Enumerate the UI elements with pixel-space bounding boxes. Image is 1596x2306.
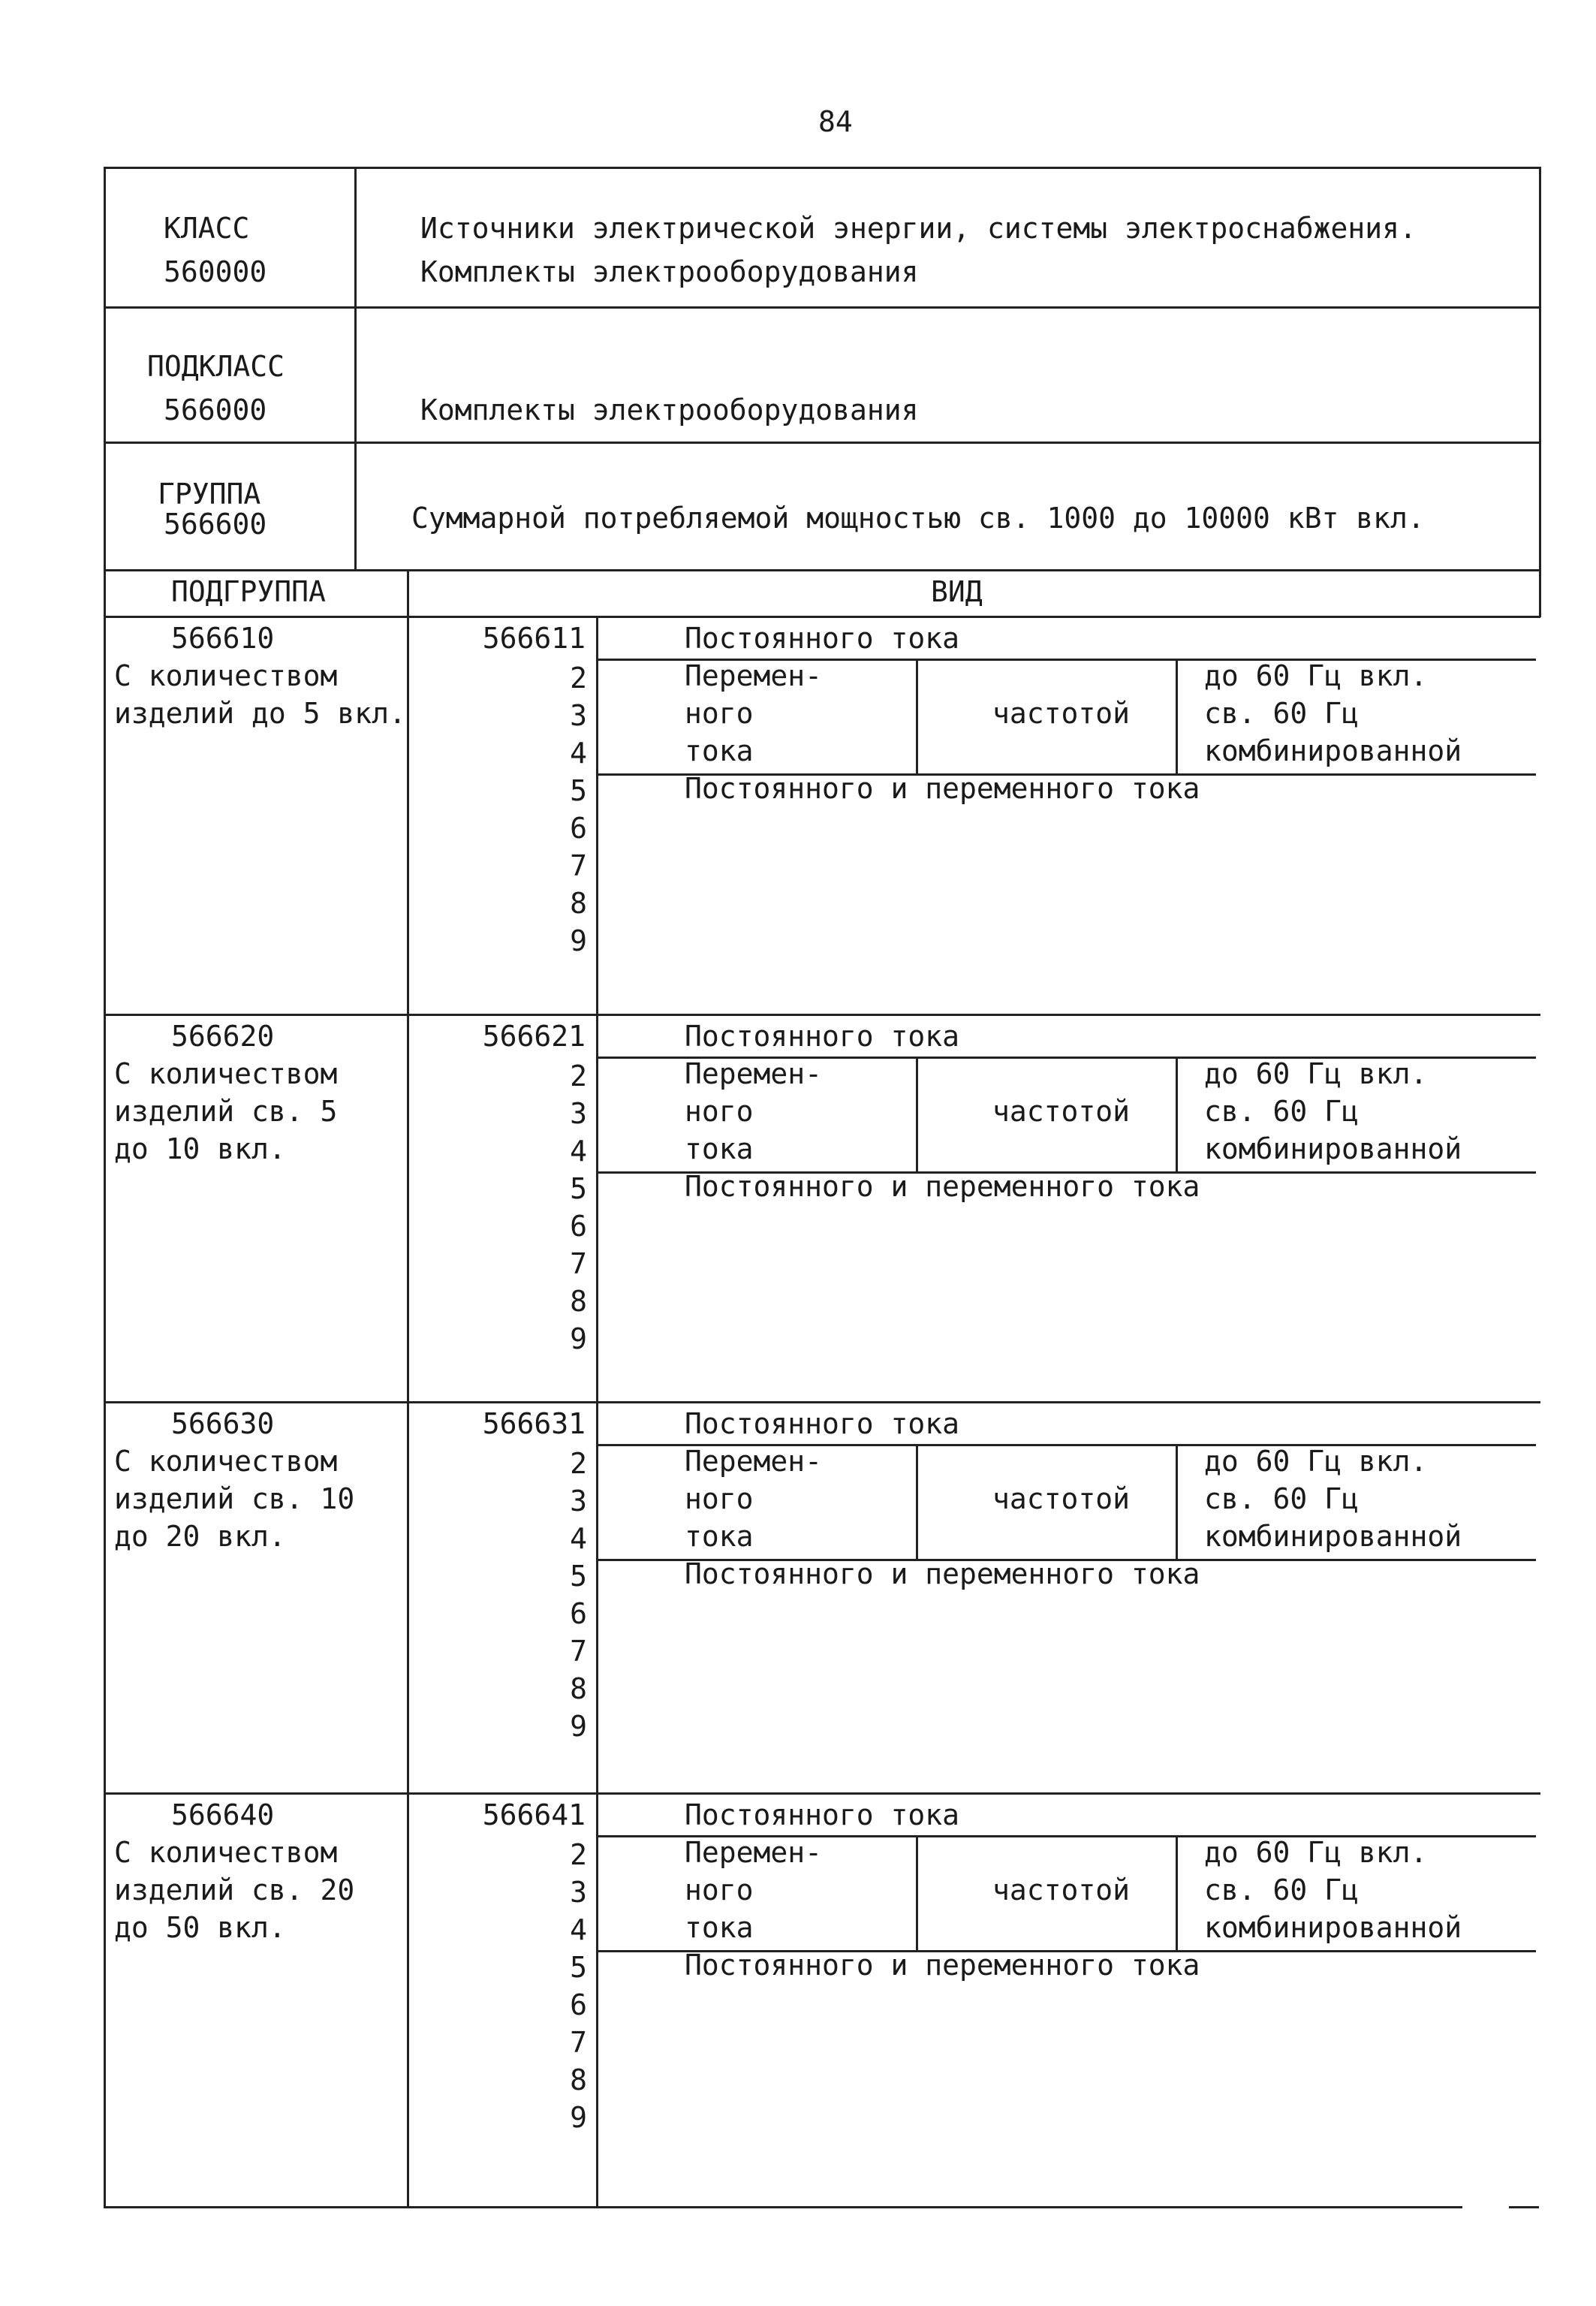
vid-digit: 3 [570,699,587,732]
page-number: 84 [818,105,853,138]
subgroup-desc-line2: изделий до 5 вкл. [114,697,406,730]
vid-digit: 3 [570,1097,587,1130]
vid-digit: 8 [570,1285,587,1318]
freq-option-1: до 60 Гц вкл. [1204,1057,1428,1090]
freq-option-2: св. 60 Гц [1204,1482,1359,1515]
subgroup-desc-line1: С количеством [114,1057,338,1090]
subgroup-desc-line1: С количеством [114,1445,338,1478]
subgroup-code: 566630 [171,1407,275,1440]
podklass-label: ПОДКЛАСС [147,350,285,383]
ac-label-line3: тока [685,734,754,767]
ac-col-line-1 [916,1835,918,1950]
ac-col-line-2 [1176,659,1178,773]
klass-label: КЛАСС [164,212,250,245]
frame-left [104,167,106,2208]
vid-digit: 7 [570,849,587,882]
subgroup-desc-line3: до 20 вкл. [114,1520,286,1553]
subgroup-code: 566640 [171,1798,275,1831]
vid-digit: 5 [570,774,587,807]
podklass-code: 566000 [164,393,267,427]
vid-digit: 4 [570,1522,587,1555]
col-header-bottom-line [104,616,1540,618]
klass-title-line2: Комплекты электрооборудования [420,255,919,288]
vid-digit: 4 [570,1913,587,1946]
frequency-label: частотой [992,1095,1131,1128]
ac-col-line-2 [1176,1444,1178,1559]
subgroup-desc-line3: до 10 вкл. [114,1132,286,1165]
ac-col-line-1 [916,659,918,773]
gruppa-title: Суммарной потребляемой мощностью св. 1000 до 10000 кВт вкл. [411,502,1425,535]
subgroup-bottom-line [104,1792,1540,1795]
vid-digit: 9 [570,924,587,957]
subgroup-desc-line1: С количеством [114,659,338,692]
subgroup-desc-line3: до 50 вкл. [114,1911,286,1944]
col-header-vid: ВИД [931,575,983,608]
ac-label-line3: тока [685,1132,754,1165]
mixed-current-label: Постоянного и переменного тока [685,1557,1200,1590]
freq-option-2: св. 60 Гц [1204,1095,1359,1128]
ac-col-line-1 [916,1444,918,1559]
subgroup-bottom-line [104,1014,1540,1016]
vid-digit: 9 [570,1322,587,1355]
klass-bottom-line [104,306,1540,309]
vid-digit: 2 [570,662,587,695]
freq-option-2: св. 60 Гц [1204,697,1359,730]
vid-digit: 7 [570,1247,587,1280]
ac-col-line-1 [916,1057,918,1171]
ac-label-line1: Перемен- [685,1836,823,1869]
klass-code: 560000 [164,255,267,288]
freq-option-3: комбинированной [1204,1911,1462,1944]
ac-label-line1: Перемен- [685,1057,823,1090]
vid-digit: 7 [570,2026,587,2059]
vid-code: 566611 [482,622,586,655]
vid-digit: 5 [570,1951,587,1984]
subgroup-desc-line2: изделий св. 5 [114,1095,338,1128]
subgroup-code: 566620 [171,1020,275,1053]
freq-option-1: до 60 Гц вкл. [1204,1445,1428,1478]
subgroup-desc-line2: изделий св. 10 [114,1482,355,1515]
frame-right [1539,167,1541,617]
gruppa-code: 566600 [164,508,267,541]
ac-label-line3: тока [685,1520,754,1553]
freq-option-1: до 60 Гц вкл. [1204,1836,1428,1869]
vid-digit: 2 [570,1838,587,1871]
vid-digit: 6 [570,1988,587,2021]
gruppa-label: ГРУППА [158,478,261,511]
vid-code: 566621 [482,1020,586,1053]
vid-code: 566631 [482,1407,586,1440]
dc-current-label: Постоянного тока [685,1020,960,1053]
vid-code: 566641 [482,1798,586,1831]
vid-digit: 5 [570,1560,587,1593]
code-col-line [596,616,598,2208]
freq-option-3: комбинированной [1204,1520,1462,1553]
mixed-current-label: Постоянного и переменного тока [685,1170,1200,1203]
header-divider [354,167,357,571]
klass-title-line1: Источники электрической энергии, системы электроснабжения. [420,212,1417,245]
dc-current-label: Постоянного тока [685,1798,960,1831]
vid-digit: 6 [570,1597,587,1630]
col-header-podgruppa: ПОДГРУППА [171,575,326,608]
vid-digit: 8 [570,887,587,920]
ac-label-line3: тока [685,1911,754,1944]
freq-option-2: св. 60 Гц [1204,1873,1359,1907]
vid-digit: 4 [570,1135,587,1168]
vid-digit: 2 [570,1060,587,1093]
frame-top [104,167,1540,169]
podklass-bottom-line [104,442,1540,444]
vid-digit: 4 [570,737,587,770]
vid-digit: 3 [570,1876,587,1909]
ac-label-line2: ного [685,1482,754,1515]
freq-option-3: комбинированной [1204,1132,1462,1165]
frame-bottom [104,2206,1462,2208]
mixed-current-label: Постоянного и переменного тока [685,1949,1200,1982]
podgruppa-col-line [407,569,409,2208]
ac-label-line2: ного [685,1873,754,1907]
vid-digit: 9 [570,1710,587,1743]
frequency-label: частотой [992,697,1131,730]
dc-current-label: Постоянного тока [685,622,960,655]
vid-digit: 3 [570,1485,587,1518]
vid-digit: 2 [570,1447,587,1480]
ac-col-line-2 [1176,1835,1178,1950]
subgroup-code: 566610 [171,622,275,655]
ac-label-line2: ного [685,697,754,730]
vid-digit: 6 [570,812,587,845]
frame-bottom-right-tick [1509,2206,1539,2208]
vid-digit: 5 [570,1172,587,1205]
ac-label-line2: ного [685,1095,754,1128]
mixed-current-label: Постоянного и переменного тока [685,772,1200,805]
frequency-label: частотой [992,1873,1131,1907]
frequency-label: частотой [992,1482,1131,1515]
vid-digit: 8 [570,2063,587,2097]
vid-digit: 6 [570,1210,587,1243]
freq-option-3: комбинированной [1204,734,1462,767]
podklass-title: Комплекты электрооборудования [420,393,919,427]
freq-option-1: до 60 Гц вкл. [1204,659,1428,692]
ac-label-line1: Перемен- [685,659,823,692]
subgroup-desc-line1: С количеством [114,1836,338,1869]
subgroup-bottom-line [104,1401,1540,1403]
vid-digit: 7 [570,1635,587,1668]
ac-col-line-2 [1176,1057,1178,1171]
ac-label-line1: Перемен- [685,1445,823,1478]
gruppa-bottom-line [104,569,1540,571]
dc-current-label: Постоянного тока [685,1407,960,1440]
subgroup-desc-line2: изделий св. 20 [114,1873,355,1907]
vid-digit: 9 [570,2101,587,2134]
vid-digit: 8 [570,1672,587,1705]
